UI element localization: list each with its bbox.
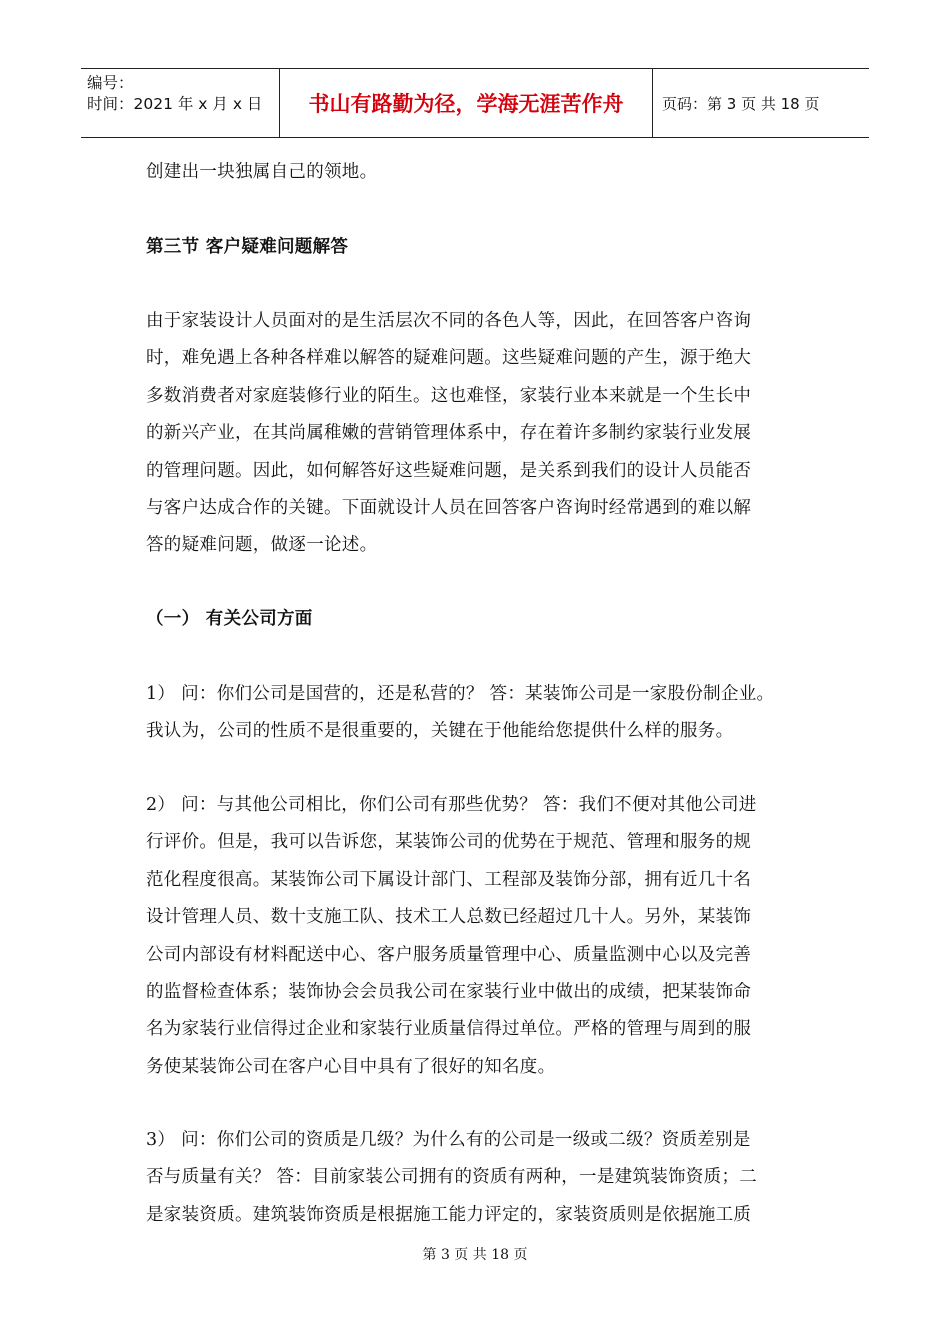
text-line: 设计管理人员、数十支施工队、技术工人总数已经超过几十人。另外，某装饰 [146,907,752,928]
text-line: 1） 问：你们公司是国营的，还是私营的？ 答：某装饰公司是一家股份制企业。 [146,684,775,704]
text-line: 否与质量有关？ 答：目前家装公司拥有的资质有两种，一是建筑装饰资质；二 [146,1167,758,1188]
header-page-code: 页码：第 3 页 共 18 页 [662,94,820,113]
number-label: 编号： [87,74,134,92]
document-header [81,68,869,138]
time-label: 时间：2021 年 x 月 x 日 [87,95,263,113]
text-line: 的新兴产业，在其尚属稚嫩的营销管理体系中，存在着许多制约家装行业发展 [146,423,752,444]
intro-line: 创建出一块独属自己的领地。 [146,162,378,182]
text-line: 与客户达成合作的关键。下面就设计人员在回答客户咨询时经常遇到的难以解 [146,498,752,519]
text-line: 3） 问：你们公司的资质是几级？为什么有的公司是一级或二级？资质差别是 [146,1130,751,1150]
text-line: 的管理问题。因此，如何解答好这些疑难问题，是关系到我们的设计人员能否 [146,460,752,481]
text-line: 范化程度很高。某装饰公司下属设计部门、工程部及装饰分部，拥有近几十名 [146,869,752,890]
text-line: 公司内部设有材料配送中心、客户服务质量管理中心、质量监测中心以及完善 [146,944,752,965]
question-3 [146,1122,816,1234]
intro-paragraph [146,154,816,191]
question-1 [146,676,816,751]
header-meta [81,69,280,137]
text-line: 名为家装行业信得过企业和家装行业质量信得过单位。严格的管理与周到的服 [146,1019,752,1040]
text-line: 务使某装饰公司在客户心目中具有了很好的知名度。 [146,1056,556,1077]
question-2 [146,787,816,1086]
paragraph-1 [146,303,816,565]
text-line: 是家装资质。建筑装饰资质是根据施工能力评定的，家装资质则是依据施工质 [146,1204,752,1225]
text-line: 多数消费者对家庭装修行业的陌生。这也难怪，家装行业本来就是一个生长中 [146,385,752,406]
text-line: 由于家装设计人员面对的是生活层次不同的各色人等，因此，在回答客户咨询 [146,311,752,331]
text-line: 时，难免遇上各种各样难以解答的疑难问题。这些疑难问题的产生，源于绝大 [146,348,752,369]
text-line: 我认为，公司的性质不是很重要的，关键在于他能给您提供什么样的服务。 [146,721,734,742]
text-line: 行评价。但是，我可以告诉您，某装饰公司的优势在于规范、管理和服务的规 [146,832,752,853]
subsection-title: （一） 有关公司方面 [146,609,313,629]
text-line: 答的疑难问题，做逐一论述。 [146,535,378,556]
text-line: 的监督检查体系；装饰协会会员我公司在家装行业中做出的成绩，把某装饰命 [146,982,752,1003]
header-motto: 书山有路勤为径，学海无涯苦作舟 [280,69,653,137]
page-footer: 第 3 页 共 18 页 [422,1247,528,1263]
section-title: 第三节 客户疑难问题解答 [146,237,349,257]
text-line: 2） 问：与其他公司相比，你们公司有那些优势？ 答：我们不便对其他公司进 [146,795,757,815]
